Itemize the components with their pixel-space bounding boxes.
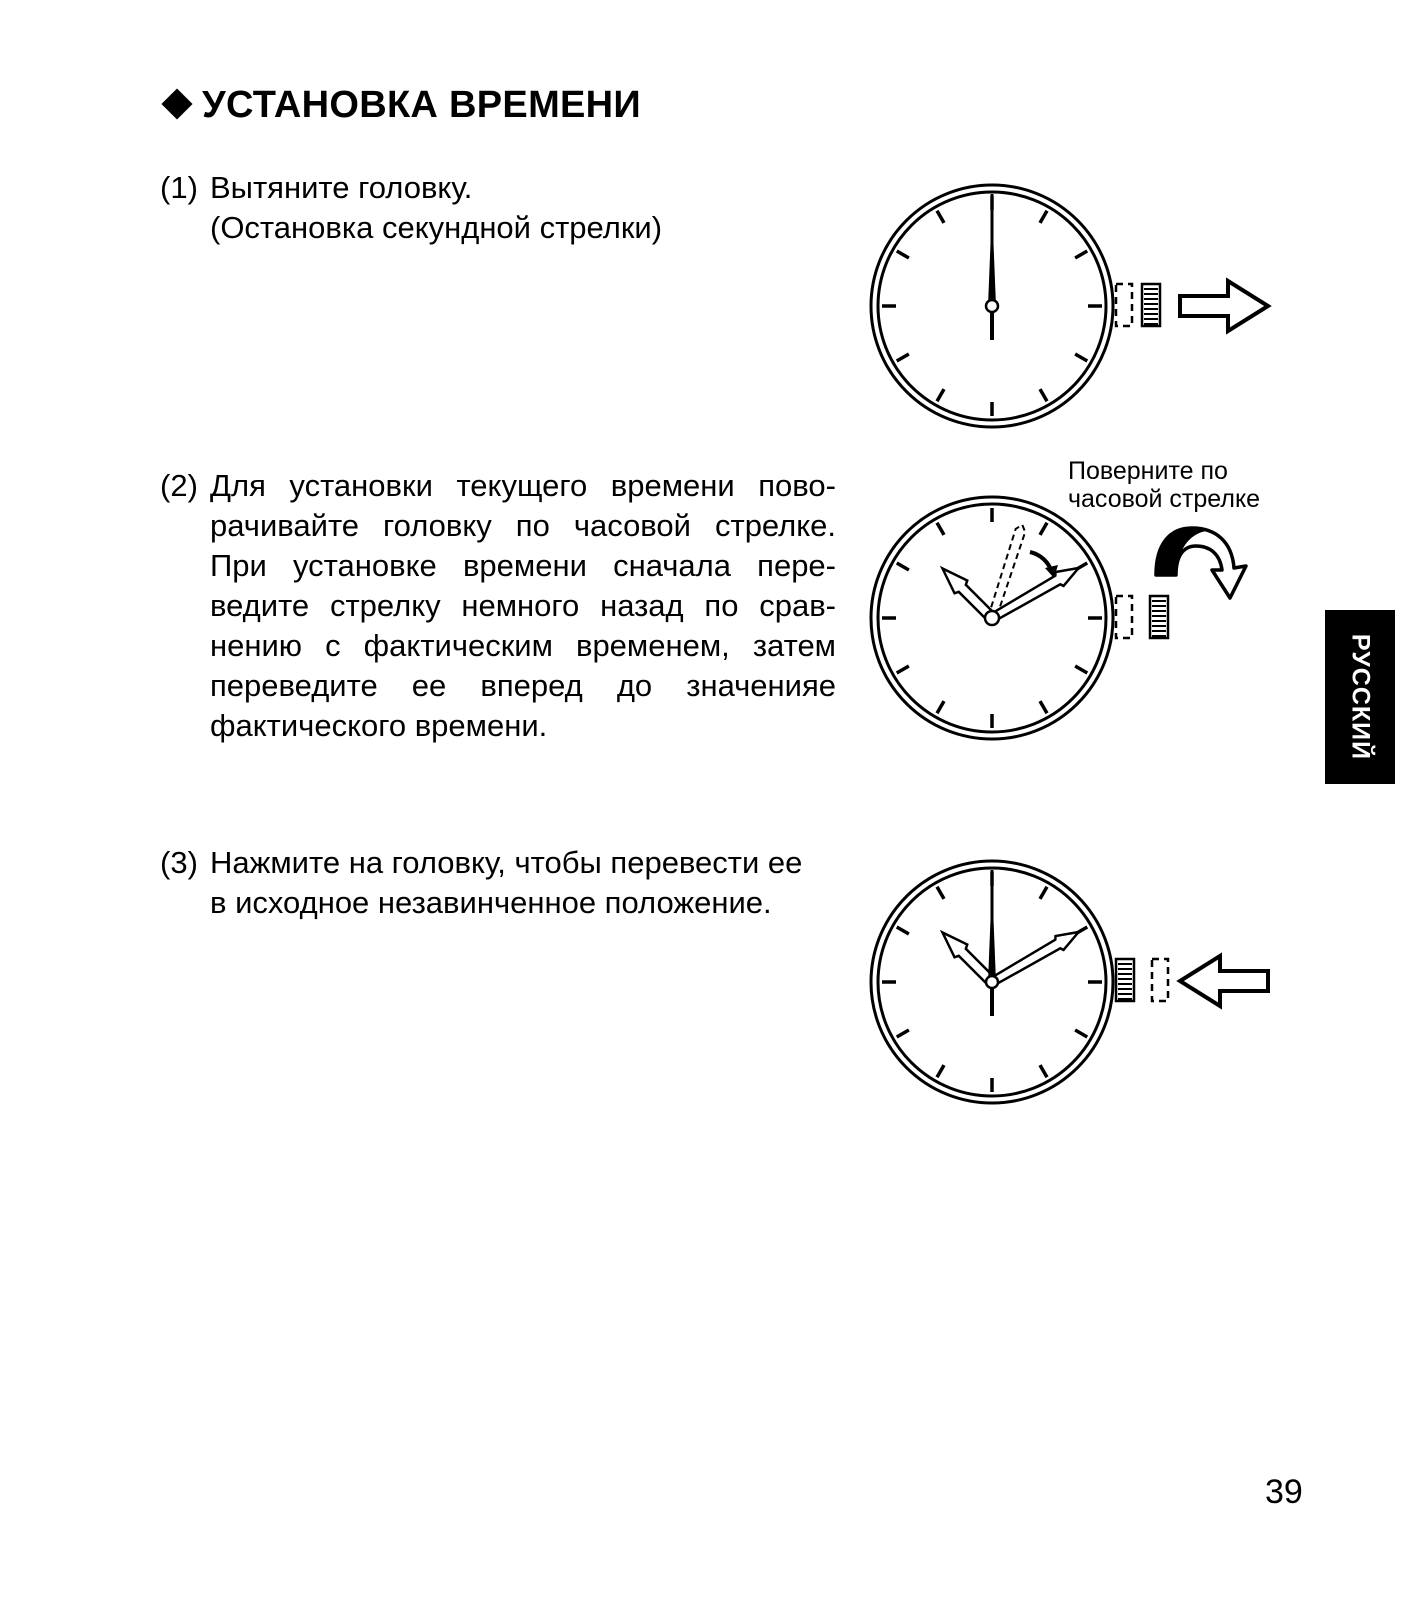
- hour-tick: [937, 1065, 944, 1077]
- arrow-left-icon: [1180, 956, 1268, 1006]
- step-line: фактического времени.: [210, 708, 548, 743]
- hour-tick: [937, 701, 944, 713]
- step-line: Вытяните головку.: [210, 170, 473, 205]
- step-line: переведите ее вперед до значенияе: [210, 668, 836, 703]
- hour-tick: [897, 563, 909, 570]
- hour-tick: [1075, 666, 1087, 673]
- step-text: [210, 843, 802, 923]
- figure-turn-crown: [860, 478, 1280, 748]
- hour-tick: [1040, 887, 1047, 899]
- watch-dial-icon: [871, 185, 1113, 427]
- step-text: [210, 466, 836, 746]
- minute-hand: [988, 561, 1083, 625]
- hour-tick: [937, 211, 944, 223]
- hour-tick: [937, 887, 944, 899]
- watch-dial-icon: [871, 861, 1113, 1103]
- hour-tick: [1040, 523, 1047, 535]
- step-line: Нажмите на головку, чтобы перевести ее: [210, 845, 803, 880]
- crown-pushed-icon: [1116, 959, 1168, 1001]
- hour-tick: [897, 251, 909, 258]
- arrow-right-icon: [1180, 281, 1268, 331]
- step-line: Для установки текущего времени пово-: [210, 468, 836, 503]
- clockwise-rotate-arrow-icon: [1156, 528, 1246, 598]
- section-title: [160, 84, 641, 127]
- crown-pulled-icon: [1116, 284, 1160, 326]
- step-line: (Остановка секундной стрелки): [210, 210, 663, 245]
- caption-line: Поверните по: [1068, 457, 1228, 485]
- hour-tick: [1040, 389, 1047, 401]
- hour-tick: [937, 523, 944, 535]
- hour-tick: [937, 389, 944, 401]
- step-line: При установке времени сначала пере-: [210, 548, 836, 583]
- step-line: в исходное незавинченное положение.: [210, 885, 772, 920]
- minute-hand: [988, 925, 1083, 989]
- step-number: (1): [160, 170, 198, 205]
- step-line: рачивайте головку по часовой стрелке.: [210, 508, 836, 543]
- hour-tick: [897, 927, 909, 934]
- watch-dial-icon: [871, 497, 1113, 739]
- figure-push-crown: [860, 845, 1280, 1115]
- caption-line: часовой стрелке: [1068, 485, 1261, 513]
- hour-tick: [1040, 701, 1047, 713]
- language-label: РУССКИЙ: [1346, 633, 1375, 761]
- hour-tick: [897, 354, 909, 361]
- diamond-bullet-icon: [161, 88, 192, 119]
- hour-tick: [1040, 1065, 1047, 1077]
- step-line: нению с фактическим временем, затем: [210, 628, 836, 663]
- hour-tick: [1075, 251, 1087, 258]
- figure-pull-crown: [860, 170, 1280, 440]
- step-text: [210, 168, 662, 248]
- step-number: (3): [160, 845, 198, 880]
- language-tab: [1325, 610, 1395, 784]
- section-title-text: УСТАНОВКА ВРЕМЕНИ: [202, 84, 642, 126]
- hour-tick: [897, 1030, 909, 1037]
- hour-tick: [1075, 354, 1087, 361]
- hour-tick: [1075, 1030, 1087, 1037]
- crown-pulled-icon: [1116, 596, 1168, 638]
- step-number: (2): [160, 468, 198, 503]
- hour-tick: [1040, 211, 1047, 223]
- page-number: 39: [1265, 1473, 1303, 1511]
- turn-clockwise-caption: [1068, 457, 1260, 513]
- step-line: ведите стрелку немного назад по срав-: [210, 588, 836, 623]
- hour-tick: [897, 666, 909, 673]
